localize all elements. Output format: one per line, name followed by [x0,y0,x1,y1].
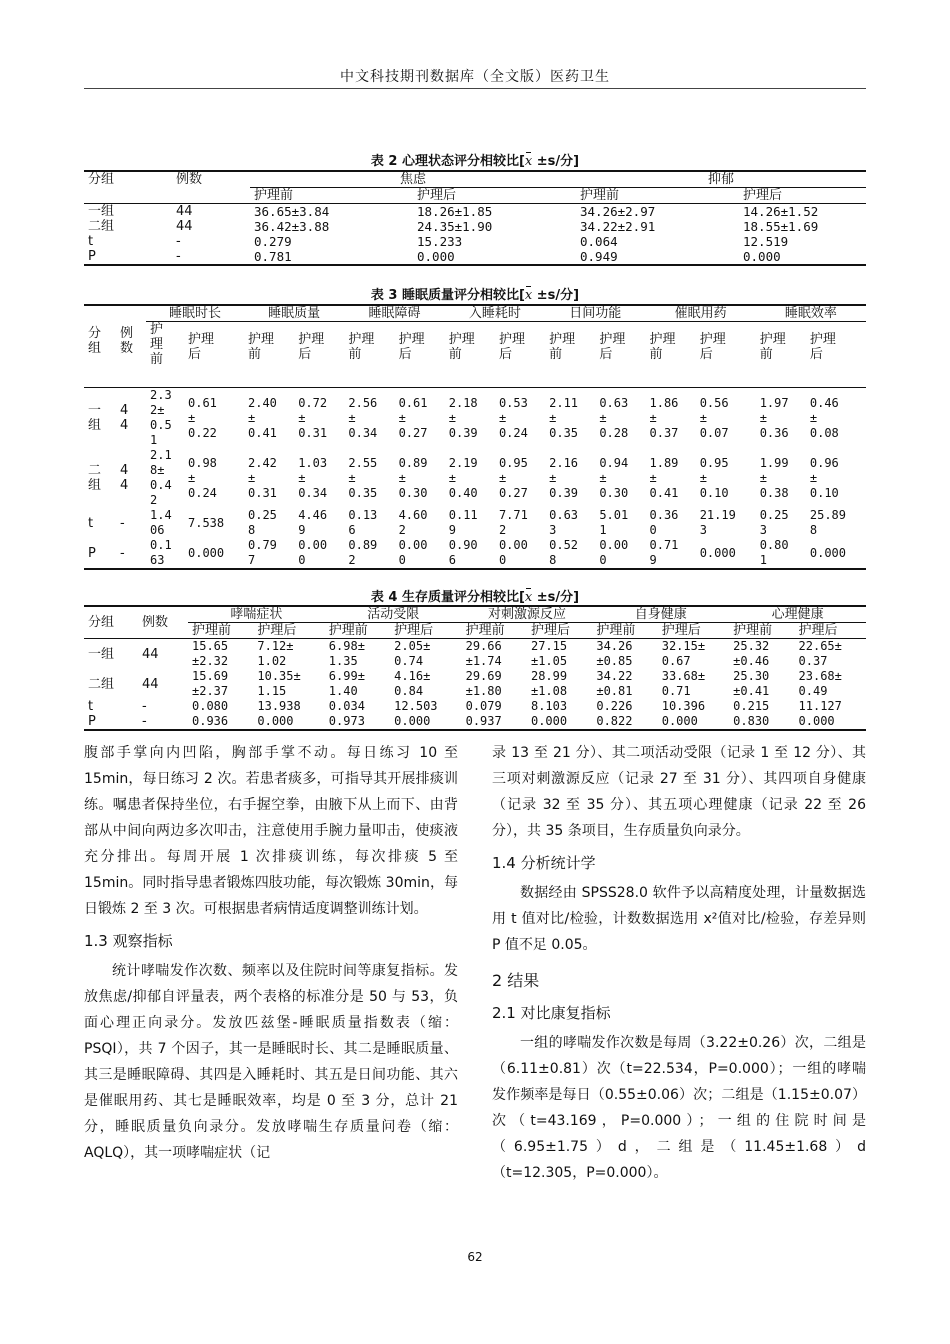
table-cell: 0.830 [729,714,794,730]
table-cell: 10.396 [661,699,706,713]
table-cell: 0.80 1 [756,538,806,569]
table-cell: 0.000 [390,714,461,730]
table-cell: 0.000 [696,538,756,569]
table-cell: 1.03 ± 0.34 [298,455,328,500]
table-cell: 8.103 [530,699,568,713]
table-cell: 28.99 ±1.08 [530,669,568,698]
table-row [84,639,866,670]
table-cell: 0.13 6 [348,508,378,537]
table-cell: 0.46 ± 0.08 [806,388,866,449]
table-cell: 0.25 3 [759,508,789,537]
table-cell: 0.936 [188,714,253,730]
table-cell: 0.56 ± 0.07 [696,388,756,449]
paragraph: 腹部手掌向内凹陷，胸部手掌不动。每日练习 10 至 15min，每日练习 2 次。若患者痰多，可指导其开展排痰训练。嘱患者保持坐位，右手握空拳，由腋下从上而下、由背部从中间向两边多次叩击，注意使用手腕力量叩击，使痰液充分排出。每周开展 1 次排痰训练，每次排痰 5 至 15min。同时指导患者锻炼四肢功能，每次锻炼 30min，每日锻炼 2 至 3 次。可根据患者病情适度调整训练计划。 [84,745,458,917]
table2-caption: 表 2 心理状态评分相较比[x ±s/分] [370,154,580,169]
table-cell: 0.61 ± 0.27 [395,388,445,449]
table-row [84,249,866,265]
table-cell: 2.56 ± 0.34 [344,388,394,449]
table-row [84,234,866,249]
table4-caption: 表 4 生存质量评分相较比[x ±s/分] [370,590,580,605]
paragraph: 录 13 至 21 分）、其二项活动受限（记录 1 至 12 分）、其三项对刺激源反应（记录 27 至 31 分）、其四项自身健康（记录 32 至 35 分）、其五项心理健康（记录 22 至 26 分），共 35 条项目，生存质量负向录分。 [492,745,866,839]
journal-header: 中文科技期刊数据库（全文版）医药卫生 [340,69,610,85]
table-cell: 0.949 [576,249,739,265]
table-cell: 2.42 ± 0.31 [248,455,277,500]
table-cell: 36.42±3.88 [254,219,330,234]
table-cell: 44 [138,639,188,670]
table-row [84,448,866,508]
table-cell: 21.19 3 [699,508,736,537]
table-cell: 1.97 ± 0.36 [756,388,806,449]
table-cell: 0.96 ± 0.10 [809,455,839,500]
table-cell: 0.279 [254,234,292,249]
table-cell: 0.781 [250,249,413,265]
right-column [492,740,866,1186]
table-cell: 25.30 ±0.41 [733,669,770,698]
table-cell: - [142,699,147,714]
table-cell: 12.519 [743,234,789,249]
table-cell: t [88,234,94,249]
table-row [84,699,866,714]
table-cell: 15.65 ±2.32 [188,639,253,670]
table-cell: 2.55 ± 0.35 [348,455,378,500]
table-cell: 23.68± 0.49 [798,669,842,698]
table-cell: 0.90 6 [445,538,495,569]
section-heading: 1.4 分析统计学 [492,854,596,872]
table-cell: 0.034 [328,699,365,713]
section-heading: 2 结果 [492,971,540,990]
table-cell: 29.69 ±1.80 [465,669,502,698]
table-cell: 0.89 2 [344,538,394,569]
paragraph: 统计哮喘发作次数、频率以及住院时间等康复指标。发放焦虑/抑郁自评量表，两个表格的标准分是 50 与 53，负面心理正向录分。发放匹兹堡-睡眠质量指数表（缩：PSQI），共 7 个因子，其一是睡眠时长、其二是睡眠质量、其三是睡眠障碍、其四是入睡耗时、其五是日间功能、其六是催眠用药、其七是睡眠效率，均是 0 至 3 分，总计 21 分，睡眠质量负向录分。发放哮喘生存质量问卷（缩：AQLQ），其一项哮喘症状（记 [84,963,458,1161]
table-cell: 36.65±3.84 [250,204,413,220]
table-cell: 2.19 ± 0.40 [448,455,478,500]
table-cell: 11.127 [798,699,842,713]
table-cell: P [84,714,138,730]
table4: 分组 例数 哮喘症状 活动受限 对刺激源反应 自身健康 心理健康 护理前 护理后 护理前 护理后 护理前 护理后 护理前 护理后 护理前 护理后 一组 44 15.65 ±2.32 7.12± 1.02 6.98± 1.35 2.05± 0.74 29.66 ±1.74 27.15 ±1.05 34.26 ±0.85 32.15± 0.67 25.32 ±0.46 22.65± 0.37 二组 44 15.69 ±2.37 10.35± 1.15 6.99± 1.40 4.16± 0.84 29.69 ±1.80 28.99 ±1.08 34.22 ±0.81 33.68± 0.71 25.30 ±0.41 23.68± 0.49 t - 0.080 13.938 0.034 12.503 0.079 8.103 0.226 10.396 0.215 11.127 P - 0.936 0.000 0.973 0.000 0.937 0.000 0.822 0.000 0.830 0.000 [84,605,866,731]
table-cell: 7.538 [188,515,225,530]
table-cell: 0.822 [592,714,657,730]
table-cell: 25.32 ±0.46 [729,639,794,670]
table-cell: 44 [172,204,250,220]
table-cell: 一组 [84,204,172,220]
table-row [84,204,866,220]
table-cell: 0.63 ± 0.28 [595,388,645,449]
table-cell: 4 4 [116,388,146,449]
table3: 睡眠时长 睡眠质量 睡眠障碍 入睡耗时 日间功能 催眠用药 睡眠效率 分 组 例 数 护 理 前 护理 后 护理 前 护理 后 护理 前 护理 后 护理 前 护理 后 护理 前 护理 后 护理 前 护理 后 护理 前 护理 后 一 组 4 4 2.3 2± 0.5 1 0.61 ± 0.22 2.40 ± 0.41 0.72 ± 0.31 2.56 ± 0.34 0.61 ± 0.27 2.18 ± 0.39 0.53 ± 0.24 2.11 ± 0.35 0.63 ± 0.28 1.86 ± 0.37 0.56 ± 0.07 1.97 ± 0.36 0.46 ± 0.08 二 组 4 4 2.1 8± 0.4 2 0.98 ± 0.24 2.42 ± 0.31 1.03 ± 0.34 2.55 ± 0.35 0.89 ± 0.30 2.19 ± 0.40 0.95 ± 0.27 2.16 ± 0.39 0.94 ± 0.30 1.89 ± 0.41 0.95 ± 0.10 1.99 ± 0.38 0.96 ± 0.10 t - 1.4 06 7.538 0.25 8 4.46 9 0.13 6 4.60 2 0.11 9 7.71 2 0.63 3 5.01 1 0.36 0 21.19 3 0.25 3 25.89 8 P - 0.1 63 0.000 0.79 7 0.00 0 0.89 2 0.00 0 0.90 6 0.00 0 0.52 8 0.00 0 0.71 9 0.000 0.80 1 0.000 [84,304,866,570]
table-cell: 0.00 0 [495,538,545,569]
table-cell: P [84,249,172,265]
table-cell: 0.000 [413,249,576,265]
table-cell: 一组 [84,639,138,670]
table-cell: - [172,249,250,265]
table-row [84,219,866,234]
table-cell: 一 组 [84,388,116,449]
table-cell: 27.15 ±1.05 [527,639,592,670]
table-row [84,388,866,449]
table-cell: 6.98± 1.35 [325,639,390,670]
table-cell: 2.16 ± 0.39 [549,455,579,500]
table-cell: 33.68± 0.71 [661,669,706,698]
table-cell: 0.72 ± 0.31 [294,388,344,449]
table-cell: 0.98 ± 0.24 [188,455,217,500]
table-cell: 2.11 ± 0.35 [545,388,595,449]
table-cell: 13.938 [257,699,301,713]
table-row [84,669,866,699]
table-cell: 0.71 9 [646,538,696,569]
table-cell: 0.52 8 [545,538,595,569]
table-cell: 2.3 2± 0.5 1 [146,388,184,449]
table-cell: - [116,538,146,569]
table-cell: 0.973 [325,714,390,730]
table-cell: 0.937 [462,714,527,730]
table-cell: 15.233 [417,234,463,249]
table-cell: 14.26±1.52 [739,204,866,220]
table-cell: 34.26±2.97 [576,204,739,220]
table-cell: 0.000 [253,714,324,730]
table-cell: 0.61 ± 0.22 [184,388,244,449]
section-heading: 1.3 观察指标 [84,932,173,950]
table-cell: 0.1 63 [146,538,184,569]
table-cell: 0.000 [658,714,729,730]
table-cell: 1.89 ± 0.41 [649,455,679,500]
table-cell: 0.00 0 [595,538,645,569]
table-cell: t [88,699,94,714]
table-cell: 2.05± 0.74 [390,639,461,670]
table-cell: 0.064 [580,234,618,249]
table-cell: 34.22±2.91 [580,219,656,234]
table-cell: 5.01 1 [599,508,629,537]
left-column [84,740,458,1166]
table-cell: 0.53 ± 0.24 [495,388,545,449]
table-cell: 0.89 ± 0.30 [398,455,428,500]
header-rule [84,88,866,89]
table-cell: 7.71 2 [498,508,528,537]
table-cell: 0.25 8 [248,508,277,537]
table-cell: 34.22 ±0.81 [596,669,633,698]
table-cell: 12.503 [394,699,438,713]
table-cell: 29.66 ±1.74 [462,639,527,670]
table-cell: 1.99 ± 0.38 [759,455,789,500]
table-cell: 2.1 8± 0.4 2 [150,448,172,507]
table-cell: 0.36 0 [649,508,679,537]
table-cell: 4.46 9 [298,508,328,537]
table-cell: 0.00 0 [395,538,445,569]
table-cell: 0.11 9 [448,508,478,537]
table-cell: 0.000 [527,714,592,730]
table-cell: 22.65± 0.37 [795,639,866,670]
table-cell: 0.215 [733,699,770,713]
table-cell: 0.079 [465,699,502,713]
table-cell: 32.15± 0.67 [658,639,729,670]
table-cell: 2.40 ± 0.41 [244,388,294,449]
table-cell: 6.99± 1.40 [328,669,365,698]
table-row [84,508,866,538]
table-row [84,714,866,730]
table-cell: 2.18 ± 0.39 [445,388,495,449]
table-cell: 0.000 [806,538,866,569]
table-cell: 7.12± 1.02 [253,639,324,670]
section-heading: 2.1 对比康复指标 [492,1004,611,1022]
table-cell: 0.000 [184,538,244,569]
table-cell: 4 4 [120,463,129,493]
table-cell: 0.95 ± 0.27 [498,455,528,500]
table-cell: 0.080 [192,699,229,713]
table-cell: 1.4 06 [150,508,172,537]
table-cell: t [88,515,94,531]
table-cell: 0.000 [795,714,866,730]
table-cell: 二组 [88,219,115,234]
paragraph: 一组的哮喘发作次数是每周（3.22±0.26）次，二组是（6.11±0.81）次（t=22.534，P=0.000）；一组的哮喘发作频率是每日（0.55±0.06）次；二组是（1.15±0.07）次（t=43.169，P=0.000）；一组的住院时间是（6.95±1.75）d，二组是（11.45±1.68）d（t=12.305，P=0.000）。 [492,1035,866,1181]
table-cell: 0.000 [739,249,866,265]
table-row [84,538,866,569]
table-cell: 4.16± 0.84 [394,669,431,698]
table-cell: 44 [176,219,193,234]
table-cell: 1.86 ± 0.37 [646,388,696,449]
table-cell: 34.26 ±0.85 [592,639,657,670]
table-cell: 0.79 7 [244,538,294,569]
table-cell: 44 [142,676,159,692]
table-cell: 18.55±1.69 [743,219,819,234]
table-cell: 4.60 2 [398,508,428,537]
table-cell: 24.35±1.90 [417,219,493,234]
table-cell: 0.63 3 [549,508,579,537]
table-cell: 18.26±1.85 [413,204,576,220]
table-cell: - [138,714,188,730]
table-cell: 15.69 ±2.37 [192,669,229,698]
table-cell: 二 组 [88,463,102,493]
table-cell: - [120,515,125,531]
table-cell: 0.226 [596,699,633,713]
table-cell: 0.95 ± 0.10 [699,455,729,500]
paragraph: 数据经由 SPSS28.0 软件予以高精度处理，计量数据选用 t 值对比/检验，计数数据选用 x²值对比/检验，存差异则 P 值不足 0.05。 [492,885,866,953]
page-number: 62 [467,1250,483,1264]
table2: 分组 例数 焦虑 抑郁 护理前 护理后 护理前 护理后 一组 44 36.65±3.84 18.26±1.85 34.26±2.97 14.26±1.52 二组 44 36.42±3.88 24.35±1.90 34.22±2.91 18.55±1.69 t - 0.279 15.233 0.064 12.519 P - 0.781 0.000 0.949 0.000 [84,170,866,266]
table-cell: P [84,538,116,569]
table-cell: 0.94 ± 0.30 [599,455,629,500]
table-cell: - [176,234,181,249]
table-cell: 25.89 8 [809,508,846,537]
table-cell: 0.00 0 [294,538,344,569]
table3-caption: 表 3 睡眠质量评分相较比[x ±s/分] [370,288,580,303]
table-cell: 10.35± 1.15 [257,669,301,698]
table-cell: 二组 [88,676,115,692]
